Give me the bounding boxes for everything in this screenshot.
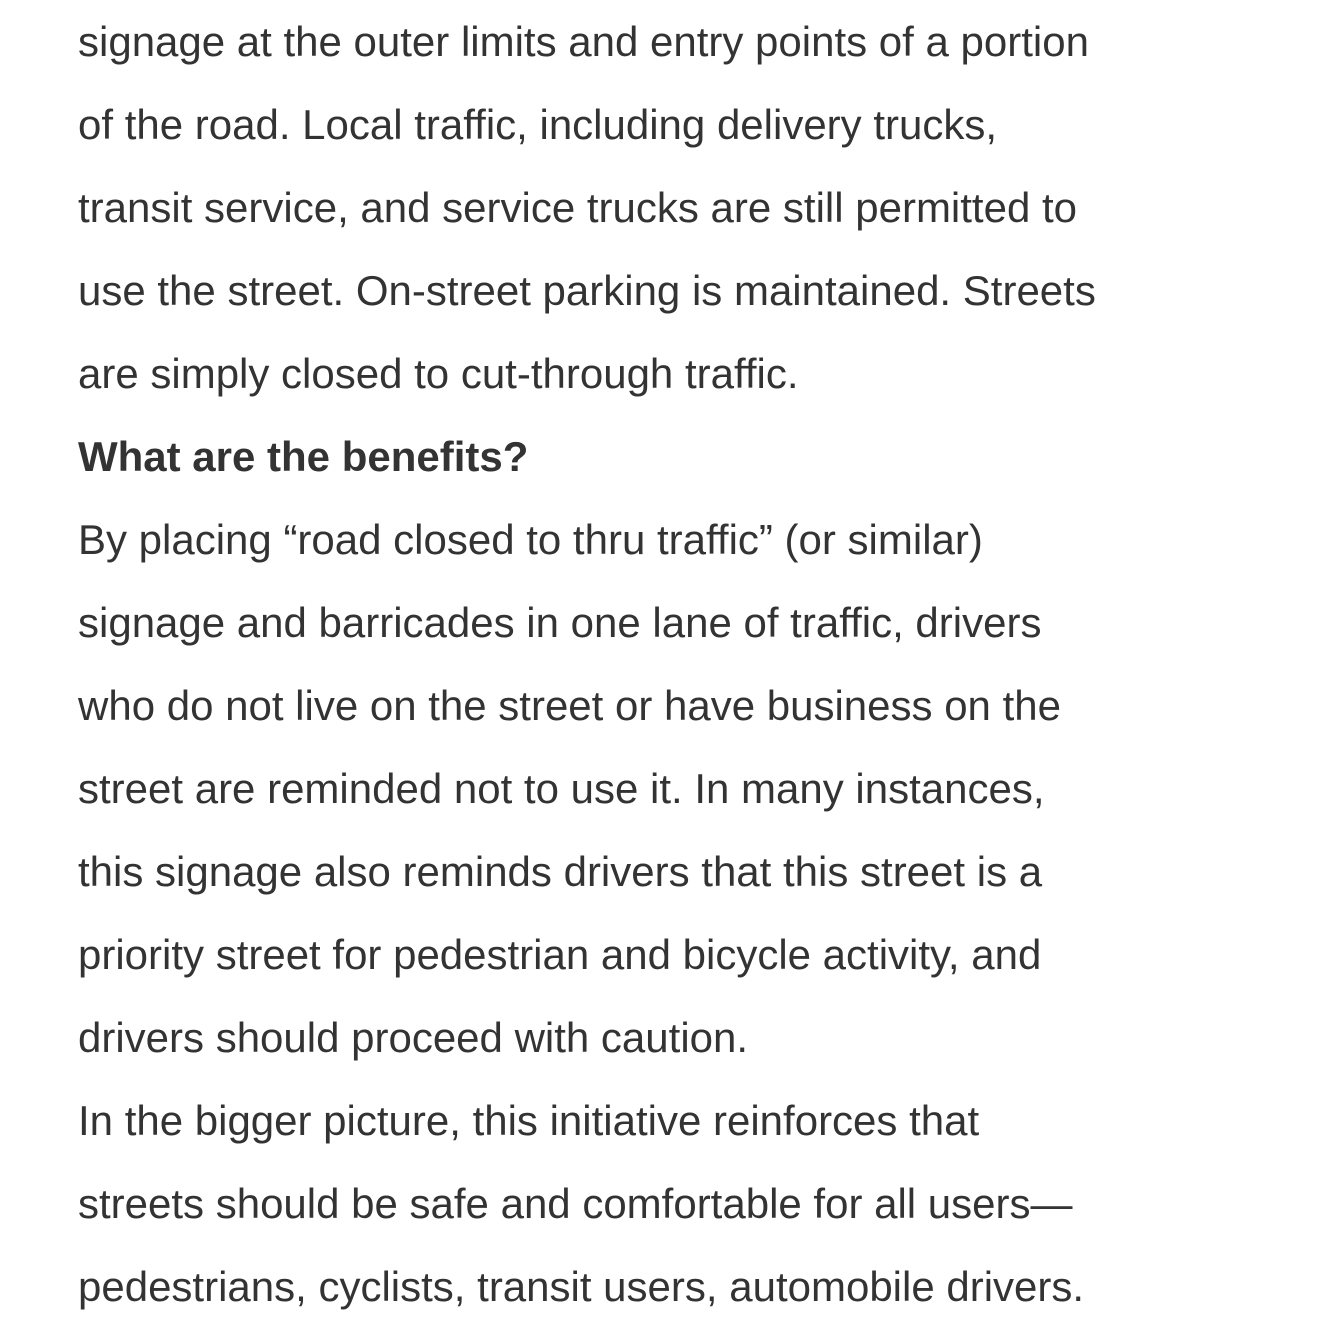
intro-paragraph: [78, 0, 1218, 415]
text-line: street are reminded not to use it. In many instances,: [78, 765, 1045, 812]
text-line: are simply closed to cut-through traffic.: [78, 350, 799, 397]
bigger-picture-paragraph: [78, 1079, 1218, 1328]
article-body: [78, 0, 1218, 1328]
text-line: who do not live on the street or have business on the: [78, 682, 1061, 729]
text-line: streets should be safe and comfortable for all users—: [78, 1180, 1073, 1227]
benefits-paragraph: [78, 498, 1218, 1079]
text-line: drivers should proceed with caution.: [78, 1014, 749, 1061]
text-line: signage and barricades in one lane of traffic, drivers: [78, 599, 1042, 646]
text-line: By placing “road closed to thru traffic” (or similar): [78, 516, 983, 563]
text-line: this signage also reminds drivers that this street is a: [78, 848, 1043, 895]
text-line: In the bigger picture, this initiative reinforces that: [78, 1097, 980, 1144]
text-line: use the street. On-street parking is maintained. Streets: [78, 267, 1096, 314]
section-heading: What are the benefits?: [78, 433, 529, 480]
text-line: of the road. Local traffic, including delivery trucks,: [78, 101, 998, 148]
text-line: signage at the outer limits and entry points of a portion: [78, 18, 1089, 65]
text-line: priority street for pedestrian and bicycle activity, and: [78, 931, 1042, 978]
text-line: pedestrians, cyclists, transit users, automobile drivers.: [78, 1263, 1085, 1310]
text-line: transit service, and service trucks are still permitted to: [78, 184, 1078, 231]
